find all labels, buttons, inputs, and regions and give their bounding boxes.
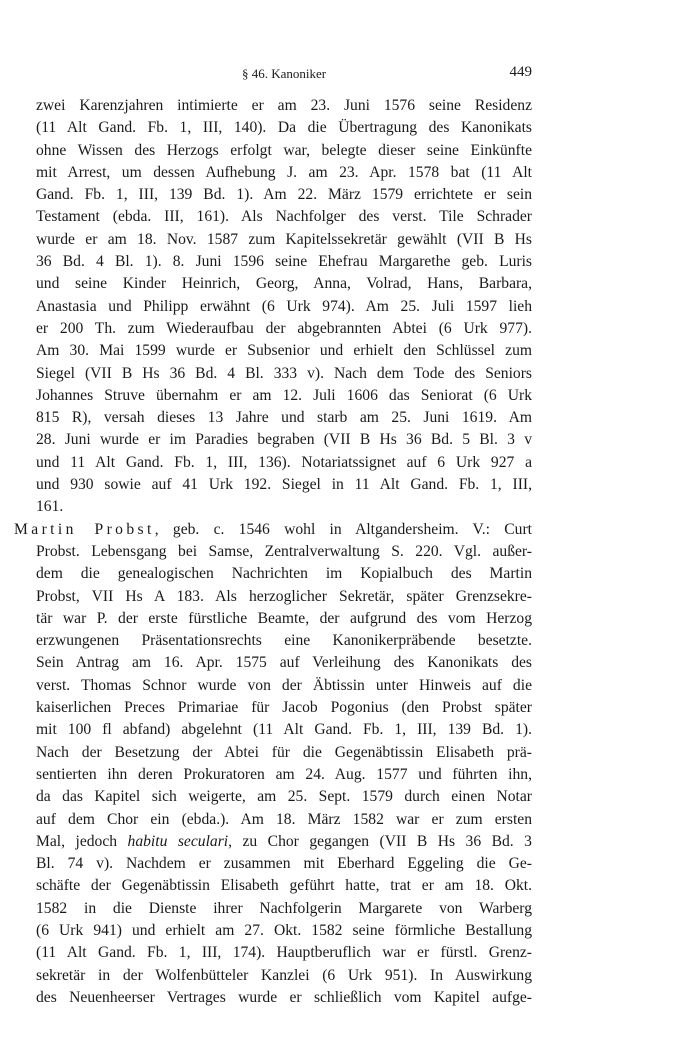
page-number: 449 bbox=[509, 64, 532, 80]
text-line: auf dem Chor ein (ebda.). Am 18. März 1582 war er zum ersten bbox=[36, 810, 532, 828]
text-line: und seine Kinder Heinrich, Georg, Anna, Volrad, Hans, Barbara, bbox=[36, 275, 532, 293]
text-line: wurde er am 18. Nov. 1587 zum Kapitelssekretär gewählt (VII B Hs bbox=[36, 230, 532, 248]
entry-martin-probst bbox=[14, 519, 532, 1010]
text-line: mit Arrest, um dessen Aufhebung J. am 23. Apr. 1578 bat (11 Alt bbox=[36, 163, 532, 181]
person-name: Martin Probst bbox=[14, 520, 155, 538]
text-line: 28. Juni wurde er im Paradies begraben (VII B Hs 36 Bd. 5 Bl. 3 v bbox=[36, 431, 532, 449]
text-line: sekretär in der Wolfenbütteler Kanzlei (6 Urk 951). In Auswirkung bbox=[36, 966, 532, 984]
text-line: Testament (ebda. III, 161). Als Nachfolger des verst. Tile Schrader bbox=[36, 208, 532, 226]
text-line: erzwungenen Präsentationsrechts eine Kanonikerpräbende besetzte. bbox=[36, 632, 532, 650]
text-line: Anastasia und Philipp erwähnt (6 Urk 974). Am 25. Juli 1597 lieh bbox=[36, 297, 532, 315]
text-line: Nach der Besetzung der Abtei für die Gegenäbtissin Elisabeth prä- bbox=[36, 743, 532, 761]
text-line: Sein Antrag am 16. Apr. 1575 auf Verleihung des Kanonikats des bbox=[36, 654, 532, 672]
running-head bbox=[36, 64, 532, 84]
text-line: 1582 in die Dienste ihrer Nachfolgerin Margarete von Warberg bbox=[36, 899, 532, 917]
text-segment: zu Chor gegangen (VII B Hs 36 Bd. 3 bbox=[232, 832, 532, 850]
text-segment: Mal, jedoch bbox=[36, 832, 128, 850]
text-line: 36 Bd. 4 Bl. 1). 8. Juni 1596 seine Ehefrau Margarethe geb. Luris bbox=[36, 253, 532, 271]
text-line: (6 Urk 941) und erhielt am 27. Okt. 1582 seine förmliche Bestallung bbox=[36, 921, 532, 939]
text-line: schäfte der Gegenäbtissin Elisabeth geführt hatte, trat er am 18. Okt. bbox=[36, 877, 532, 895]
text-line: (11 Alt Gand. Fb. 1, III, 174). Hauptberuflich war er fürstl. Grenz- bbox=[36, 944, 532, 962]
text-line: 161. bbox=[36, 498, 64, 516]
text-line: kaiserlichen Preces Primariae für Jacob Pogonius (den Probst später bbox=[36, 699, 532, 717]
body-text bbox=[14, 95, 532, 1009]
text-line: mit 100 fl abfand) abgelehnt (11 Alt Gand. Fb. 1, III, 139 Bd. 1). bbox=[36, 721, 532, 739]
entry-continuation bbox=[36, 95, 532, 519]
text-line: er 200 Th. zum Wiederaufbau der abgebrannten Abtei (6 Urk 977). bbox=[36, 319, 532, 337]
text-line: tär war P. der erste fürstliche Beamte, der aufgrund des vom Herzog bbox=[36, 609, 532, 627]
text-line: und 930 sowie auf 41 Urk 192. Siegel in 11 Alt Gand. Fb. 1, III, bbox=[36, 476, 532, 494]
entry-first-line bbox=[14, 519, 532, 541]
text-line: Probst. Lebensgang bei Samse, Zentralverwaltung S. 220. Vgl. außer- bbox=[36, 542, 532, 560]
text-line: Siegel (VII B Hs 36 Bd. 4 Bl. 333 v). Nach dem Tode des Seniors bbox=[36, 364, 532, 382]
text-line: (11 Alt Gand. Fb. 1, III, 140). Da die Übertragung des Kanonikats bbox=[36, 119, 532, 137]
text-line: Probst, VII Hs A 183. Als herzoglicher Sekretär, später Grenzsekre- bbox=[36, 587, 532, 605]
text-line: Johannes Struve übernahm er am 12. Juli 1606 das Seniorat (6 Urk bbox=[36, 386, 532, 404]
text-line: Bl. 74 v). Nachdem er zusammen mit Eberhard Eggeling die Ge- bbox=[36, 855, 532, 873]
text-line: da das Kapitel sich weigerte, am 25. Sept. 1579 durch einen Notar bbox=[36, 788, 532, 806]
entry-first-line-text: , geb. c. 1546 wohl in Altgandersheim. V.: Curt bbox=[154, 520, 532, 538]
text-line: sentierten ihn deren Prokuratoren am 24. Aug. 1577 und führten ihn, bbox=[36, 765, 532, 783]
text-line bbox=[36, 831, 532, 853]
text-line: und 11 Alt Gand. Fb. 1, III, 136). Notariatssignet auf 6 Urk 927 a bbox=[36, 453, 532, 471]
text-line: zwei Karenzjahren intimierte er am 23. Juni 1576 seine Residenz bbox=[36, 97, 532, 114]
text-line: des Neuenheerser Vertrages wurde er schließlich vom Kapitel aufge- bbox=[36, 988, 532, 1006]
text-line: dem die genealogischen Nachrichten im Kopialbuch des Martin bbox=[36, 565, 532, 583]
text-line: 815 R), versah dieses 13 Jahre und starb am 25. Juni 1619. Am bbox=[36, 409, 532, 427]
text-line: verst. Thomas Schnor wurde von der Äbtissin unter Hinweis auf die bbox=[36, 676, 532, 694]
text-line: ohne Wissen des Herzogs erfolgt war, belegte dieser seine Einkünfte bbox=[36, 141, 532, 159]
text-line: Gand. Fb. 1, III, 139 Bd. 1). Am 22. März 1579 errichtete er sein bbox=[36, 186, 532, 204]
text-line: Am 30. Mai 1599 wurde er Subsenior und erhielt den Schlüssel zum bbox=[36, 342, 532, 360]
italic-phrase: habitu seculari, bbox=[127, 832, 232, 850]
running-title: § 46. Kanoniker bbox=[241, 66, 327, 81]
